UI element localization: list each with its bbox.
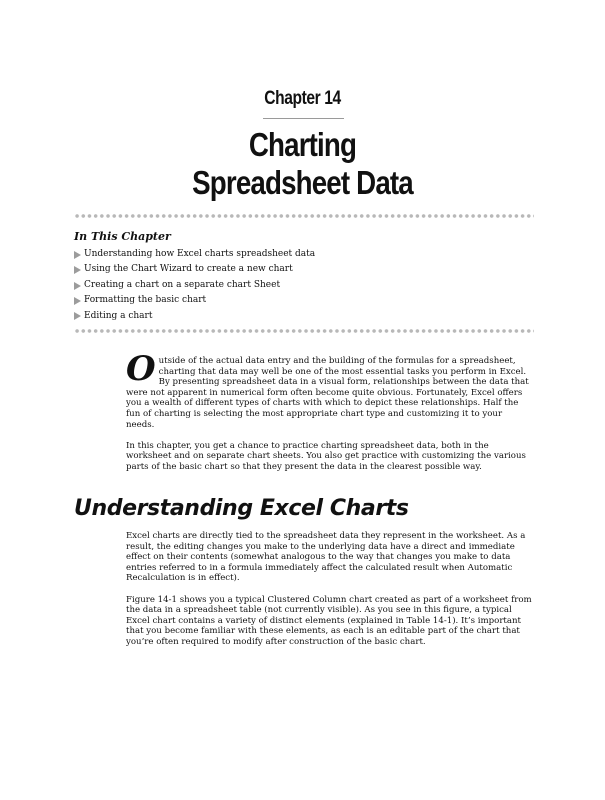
section-body bbox=[126, 531, 532, 658]
chapter-title-line-2: Spreadsheet Data bbox=[192, 164, 413, 201]
list-item bbox=[74, 262, 315, 277]
dotted-separator-top bbox=[74, 213, 534, 219]
chapter-label-rule bbox=[263, 118, 344, 119]
chapter-label: Chapter 14 bbox=[264, 88, 341, 109]
intro-paragraph-1 bbox=[126, 349, 532, 430]
list-item-text: Formatting the basic chart bbox=[84, 295, 207, 306]
chapter-title-line-1: Charting bbox=[248, 126, 357, 163]
triangle-bullet-icon bbox=[74, 312, 81, 320]
triangle-bullet-icon bbox=[74, 251, 81, 259]
section-heading: Understanding Excel Charts bbox=[74, 496, 409, 521]
list-item bbox=[74, 247, 315, 262]
in-this-chapter-heading: In This Chapter bbox=[74, 230, 171, 243]
list-item bbox=[74, 309, 315, 324]
section-paragraph-2: Figure 14-1 shows you a typical Clustered Column chart created as part of a worksheet from the data in a spreadsheet table (not currently visible). As you see in this figure, a typical Excel chart contains a variety of distinct elements (explained in Table 14-1). It’s important that you become familiar with these elements, as each is an editable part of the chart that you’re often required to modify after construction of the basic chart. bbox=[126, 594, 532, 647]
dotted-separator-bottom bbox=[74, 328, 534, 334]
intro-text bbox=[126, 349, 532, 483]
list-item-text: Understanding how Excel charts spreadsheet data bbox=[84, 249, 316, 259]
triangle-bullet-icon bbox=[74, 266, 81, 274]
list-item-text: Editing a chart bbox=[84, 310, 153, 321]
triangle-bullet-icon bbox=[74, 282, 81, 290]
list-item-text: Using the Chart Wizard to create a new chart bbox=[84, 264, 293, 275]
list-item bbox=[74, 293, 315, 308]
section-paragraph-1: Excel charts are directly tied to the spreadsheet data they represent in the worksheet. As a result, the editing changes you make to the underlying data have a direct and immediate effect on their contents (somewhat analogous to the way that changes you make to data entries referred to in a formula immediately affect the calculated result when Automatic Recalculation is in effect). bbox=[126, 531, 526, 584]
intro-paragraph-1-text: utside of the actual data entry and the building of the formulas for a spreadsheet, charting that data may well be one of the most essential tasks you perform in Excel. By presenting spreadsheet data in a visual form, relationships between the data that were not apparent in numerical form often become quite obvious. Fortunately, Excel offers you a wealth of different types of charts with which to depict these relationships. Half the fun of charting is selecting the most appropriate chart type and customizing it to your needs. bbox=[126, 356, 529, 430]
drop-cap: O bbox=[126, 349, 156, 389]
list-item-text: Creating a chart on a separate chart Sheet bbox=[84, 279, 281, 290]
intro-paragraph-2: In this chapter, you get a chance to practice charting spreadsheet data, both in the worksheet and on separate chart sheets. You also get practice with customizing the various parts of the basic chart so that they present the data in the clearest possible way. bbox=[126, 440, 526, 472]
triangle-bullet-icon bbox=[74, 297, 81, 305]
in-this-chapter-list bbox=[74, 247, 315, 324]
list-item bbox=[74, 278, 315, 293]
